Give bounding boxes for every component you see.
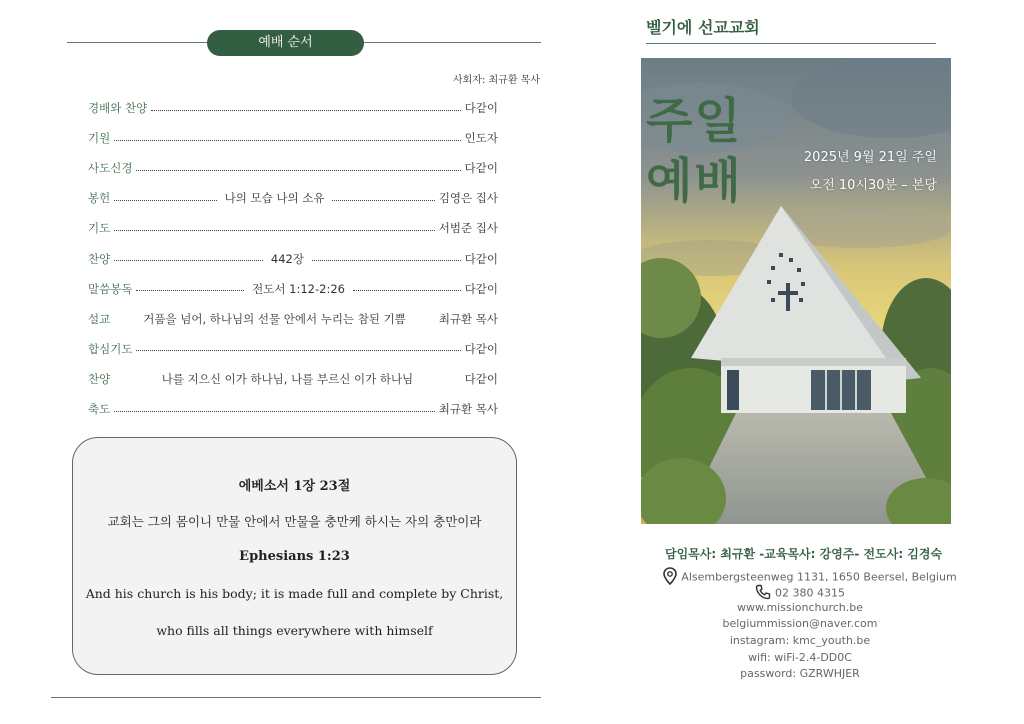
order-row	[88, 218, 498, 238]
order-row	[88, 279, 498, 299]
order-row	[88, 158, 498, 178]
order-item-detail: 거품을 넘어, 하나님의 선물 안에서 누리는 참된 기쁨	[143, 311, 406, 326]
wifi-line: wifi: wiFi-2.4-DD0C	[748, 651, 852, 664]
order-item-name: 찬양	[88, 251, 111, 266]
order-item-leader: 다같이	[464, 281, 499, 296]
leader-dots	[114, 411, 435, 412]
order-item-detail: 나를 지으신 이가 하나님, 나를 부르신 이가 하나님	[161, 371, 414, 386]
order-item-leader: 김영은 집사	[438, 191, 499, 206]
order-title-pill: 예배 순서	[207, 30, 364, 56]
church-name: 벨기에 선교교회	[646, 18, 760, 37]
order-item-name: 사도신경	[88, 161, 133, 176]
order-row	[88, 98, 498, 118]
order-item-name: 설교	[88, 311, 111, 326]
leader-dots	[114, 230, 435, 231]
leader-dots	[151, 110, 460, 111]
address-text: Alsembergsteenweg 1131, 1650 Beersel, Belgium	[681, 570, 957, 584]
bottom-divider	[51, 697, 541, 698]
order-item-name: 찬양	[88, 371, 111, 386]
leader-dots	[136, 170, 460, 171]
instagram-line: instagram: kmc_youth.be	[729, 634, 871, 647]
order-item-leader: 최규환 목사	[438, 311, 499, 326]
verse-korean-reference: 에베소서 1장 23절	[238, 479, 351, 494]
website-line: www.missionchurch.be	[736, 601, 863, 614]
order-row	[88, 369, 498, 389]
order-row	[88, 399, 498, 419]
presider-text: 사회자: 최규환 목사	[452, 75, 540, 86]
order-item-name: 기원	[88, 131, 111, 146]
order-item-leader: 다같이	[464, 161, 498, 176]
cover-title-line2: 예배	[646, 153, 743, 209]
pastors-line: 담임목사: 최규환 -교육목사: 강영주- 전도사: 김경숙	[665, 547, 943, 561]
cover-illustration	[641, 58, 951, 524]
leader-dots	[136, 290, 244, 291]
order-item-leader: 다같이	[464, 101, 498, 115]
order-item-name: 합심기도	[88, 341, 133, 356]
leader-dots	[114, 140, 460, 141]
leader-dots	[332, 200, 434, 201]
order-item-detail: 442장	[270, 251, 304, 266]
order-item-detail: 전도서 1:12-2:26	[252, 281, 345, 296]
order-item-leader: 서범준 집사	[438, 221, 498, 236]
verse-english-text-line2: who fills all things everywhere with himself	[156, 623, 433, 638]
order-item-name: 기도	[88, 221, 111, 236]
order-row	[88, 128, 498, 148]
order-item-leader: 다같이	[464, 341, 498, 356]
order-item-leader: 다같이	[464, 251, 499, 266]
order-item-detail: 나의 모습 나의 소유	[224, 191, 325, 206]
order-item-leader: 인도자	[464, 131, 498, 146]
cover-title-line1: 주일	[646, 93, 743, 149]
leader-dots	[114, 200, 216, 201]
order-item-leader: 최규환 목사	[438, 402, 498, 416]
verse-korean-text: 교회는 그의 몸이니 만물 안에서 만물을 충만케 하시는 자의 충만이라	[107, 514, 482, 529]
phone-text: 02 380 4315	[775, 586, 845, 600]
leader-dots	[114, 260, 263, 261]
leader-dots	[136, 350, 460, 351]
order-item-name: 말씀봉독	[88, 281, 133, 296]
verse-box	[72, 437, 517, 675]
order-item-name: 경배와 찬양	[88, 101, 148, 115]
verse-english-reference: Ephesians 1:23	[239, 549, 350, 564]
cover-date: 2025년 9월 21일 주일	[803, 150, 937, 165]
password-line: password: GZRWHJER	[740, 667, 860, 680]
order-row	[88, 188, 498, 208]
order-item-name: 축도	[88, 402, 111, 416]
leader-dots	[312, 260, 461, 261]
verse-english-text-line1: And his church is his body; it is made full and complete by Christ,	[85, 586, 504, 601]
leader-dots	[353, 290, 461, 291]
order-row	[88, 249, 498, 269]
church-name-underline	[646, 43, 936, 44]
email-line: belgiummission@naver.com	[722, 617, 878, 630]
order-row	[88, 309, 498, 329]
order-row	[88, 339, 498, 359]
order-item-name: 봉헌	[88, 191, 111, 206]
order-item-leader: 다같이	[464, 371, 498, 386]
cover-time-place: 오전 10시30분 – 본당	[809, 178, 937, 193]
